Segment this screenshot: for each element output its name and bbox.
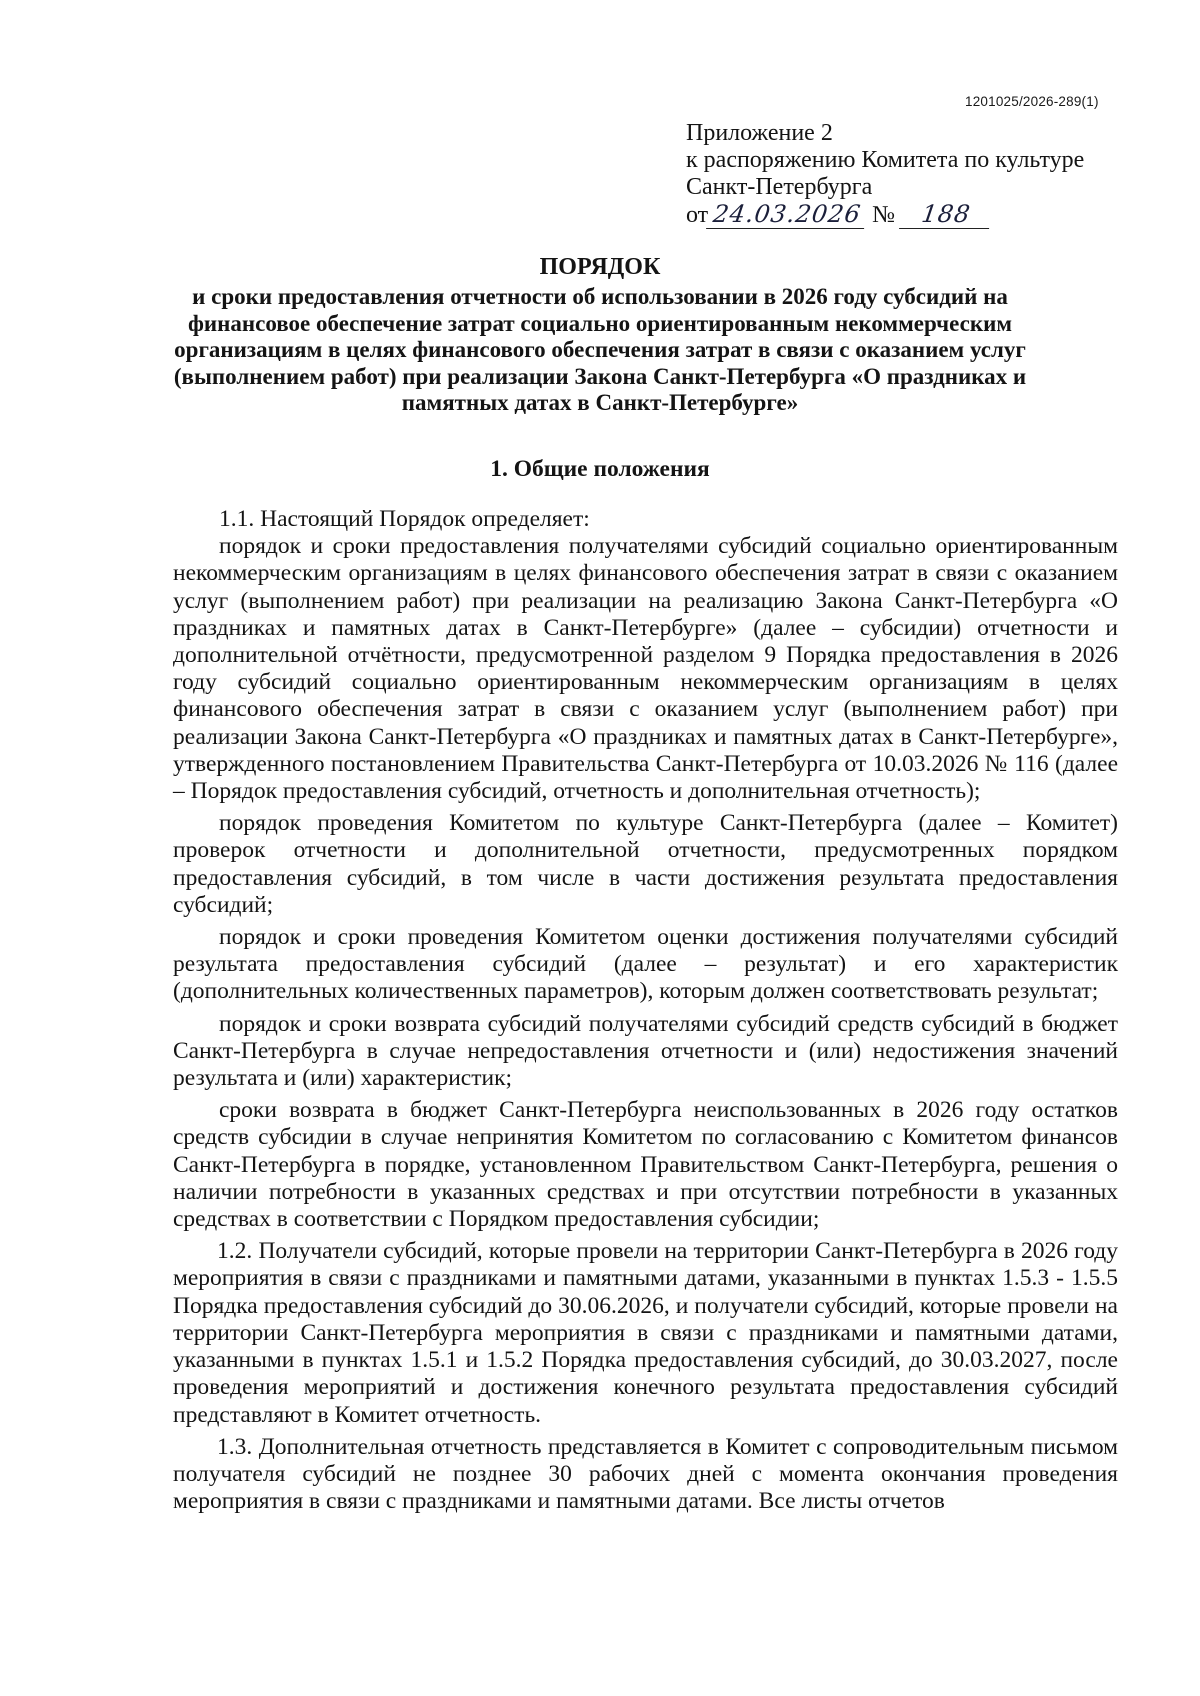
paragraph-1-2: 1.2. Получатели субсидий, которые провели на территории Санкт-Петербурга в 2026 году мероприятия в связи с праздниками и памятными датами, указанными в пунктах 1.5.3 - 1.5.5 Порядка предоставления субсидий до 30.06.2026, и получатели субсидий, которые провели на территории Санкт-Петербурга мероприятия в связи с праздниками и памятными датами, указанными в пунктах 1.5.1 и 1.5.2 Порядка предоставления субсидий, до 30.03.2027, после проведения мероприятий и достижения конечного результата предоставления субсидий представляют в Комитет отчетность. xyxy=(173,1238,1118,1428)
paragraph-list-item: порядок и сроки проведения Комитетом оценки достижения получателями субсидий результата предоставления субсидий (далее – результат) и его характеристик (дополнительных количественных параметров), которым должен соответствовать результат; xyxy=(173,924,1118,1005)
document-id: 1201025/2026-289(1) xyxy=(965,94,1099,109)
body-text xyxy=(173,506,1118,1520)
appendix-line-3: Санкт-Петербурга xyxy=(686,174,873,200)
appendix-date-line xyxy=(686,201,1106,229)
paragraph-1-3: 1.3. Дополнительная отчетность представляется в Комитет с сопроводительным письмом получателя субсидий не позднее 30 рабочих дней с момента окончания проведения мероприятия в связи с праздниками и памятными датами. Все листы отчетов xyxy=(173,1433,1118,1515)
section-heading: 1. Общие положения xyxy=(490,456,710,482)
paragraph-1-1: 1.1. Настоящий Порядок определяет: xyxy=(219,506,590,532)
handwritten-number: 188 xyxy=(899,201,993,229)
handwritten-date: 24.03.2026 xyxy=(706,201,868,229)
appendix-header xyxy=(686,120,1106,229)
appendix-line-1: Приложение 2 xyxy=(686,120,833,146)
number-sign: № xyxy=(872,202,896,228)
appendix-line-2: к распоряжению Комитета по культуре xyxy=(686,147,1085,173)
title-main: ПОРЯДОК xyxy=(539,254,661,280)
title-subtitle: и сроки предоставления отчетности об использовании в 2026 году субсидий на финансовое обеспечение затрат социально ориентированным некоммерческим организациям в целях финансового обеспечения затрат в связи с оказанием услуг (выполнением работ) при реализации Закона Санкт-Петербурга «О праздниках и памятных датах в Санкт-Петербурге» xyxy=(173,284,1027,415)
document-title xyxy=(150,252,1050,417)
date-prefix: от xyxy=(686,202,709,228)
paragraph-list-item: порядок и сроки предоставления получателями субсидий социально ориентированным некоммерческим организациям в целях финансового обеспечения затрат в связи с оказанием услуг (выполнением работ) при реализации на реализацию Закона Санкт-Петербурга «О праздниках и памятных датах в Санкт-Петербурге» (далее – субсидии) отчетности и дополнительной отчётности, предусмотренной разделом 9 Порядка предоставления в 2026 году субсидий социально ориентированным некоммерческим организациям в целях финансового обеспечения затрат в связи с оказанием услуг (выполнением работ) при реализации Закона Санкт-Петербурга «О праздниках и памятных датах в Санкт-Петербурге», утвержденного постановлением Правительства Санкт-Петербурга от 10.03.2026 № 116 (далее – Порядок предоставления субсидий, отчетность и дополнительная отчетность); xyxy=(173,533,1118,805)
paragraph-list-item: порядок проведения Комитетом по культуре Санкт-Петербурга (далее – Комитет) проверок отчетности и дополнительной отчетности, предусмотренных порядком предоставления субсидий, в том числе в части достижения результата предоставления субсидий; xyxy=(173,810,1118,918)
paragraph-list-item: порядок и сроки возврата субсидий получателями субсидий средств субсидий в бюджет Санкт-Петербурга в случае непредоставления отчетности и (или) недостижения значений результата и (или) характеристик; xyxy=(173,1010,1118,1092)
paragraph-list-item: сроки возврата в бюджет Санкт-Петербурга неиспользованных в 2026 году остатков средств субсидии в случае непринятия Комитетом по согласованию с Комитетом финансов Санкт-Петербурга в порядке, установленном Правительством Санкт-Петербурга, решения о наличии потребности в указанных средствах и при отсутствии потребности в указанных средствах в соответствии с Порядком предоставления субсидии; xyxy=(173,1097,1118,1233)
